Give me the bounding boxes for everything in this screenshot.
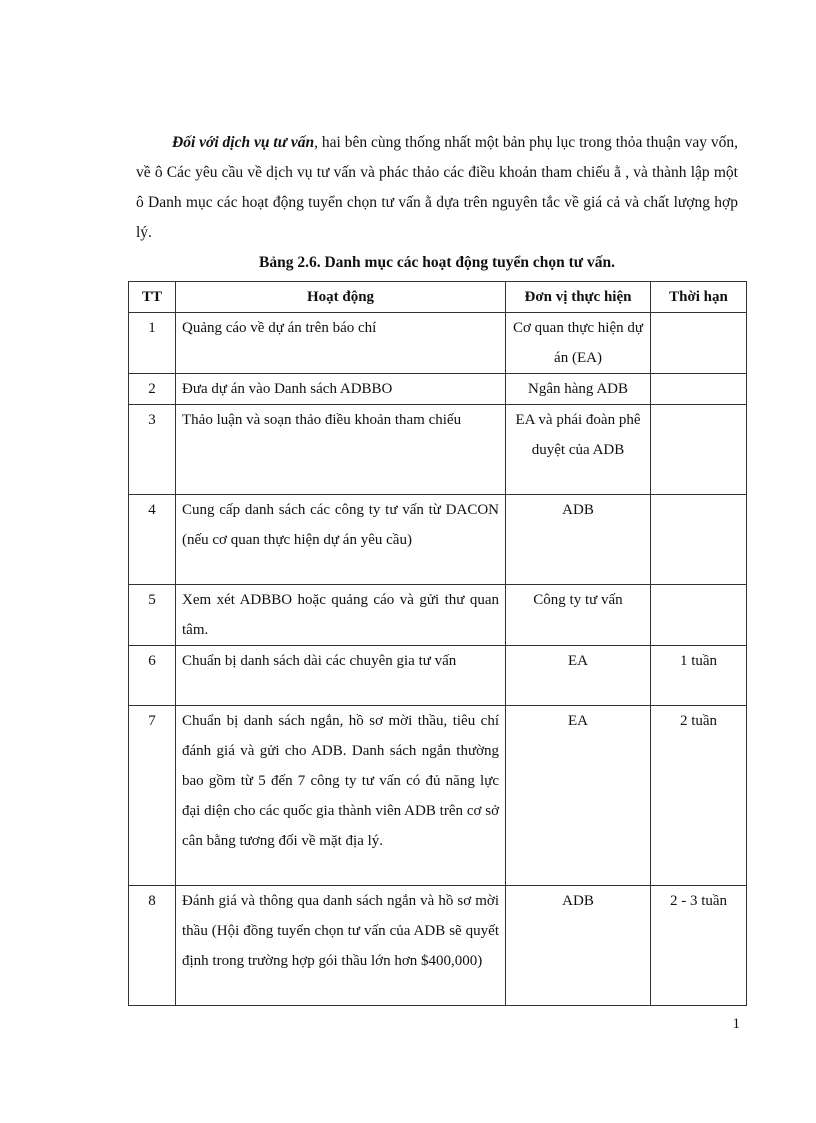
row-unit: Cơ quan thực hiện dự án (EA) xyxy=(506,313,651,374)
activities-table xyxy=(128,281,747,1006)
table-row xyxy=(129,405,747,495)
row-tt: 5 xyxy=(129,585,176,646)
table-row xyxy=(129,706,747,886)
table-header-row xyxy=(129,282,747,313)
intro-paragraph xyxy=(136,128,738,248)
table-row xyxy=(129,585,747,646)
row-activity: Cung cấp danh sách các công ty tư vấn từ DACON (nếu cơ quan thực hiện dự án yêu cầu) xyxy=(176,495,506,585)
row-time xyxy=(651,374,747,405)
row-tt: 1 xyxy=(129,313,176,374)
row-time xyxy=(651,495,747,585)
header-tt: TT xyxy=(129,282,176,313)
row-activity: Xem xét ADBBO hoặc quảng cáo và gửi thư quan tâm. xyxy=(176,585,506,646)
row-activity: Chuẩn bị danh sách ngắn, hồ sơ mời thầu, tiêu chí đánh giá và gửi cho ADB. Danh sách ngắn thường bao gồm từ 5 đến 7 công ty tư vấn có đủ năng lực đại diện cho các quốc gia thành viên ADB trên cơ sở cân bằng tương đối về mặt địa lý. xyxy=(176,706,506,886)
row-time: 2 tuần xyxy=(651,706,747,886)
row-tt: 7 xyxy=(129,706,176,886)
row-time xyxy=(651,313,747,374)
row-unit: Công ty tư vấn xyxy=(506,585,651,646)
table-body xyxy=(129,313,747,1006)
header-time: Thời hạn xyxy=(651,282,747,313)
row-time: 2 - 3 tuần xyxy=(651,886,747,1006)
row-unit: EA xyxy=(506,706,651,886)
table-row xyxy=(129,374,747,405)
row-activity: Thảo luận và soạn thảo điều khoản tham chiếu xyxy=(176,405,506,495)
row-tt: 4 xyxy=(129,495,176,585)
intro-text: , hai bên cùng thống nhất một bản phụ lục trong thỏa thuận vay vốn, về ô Các yêu cầu về dịch vụ tư vấn và phác thảo các điều khoản tham chiếu ằ , và thành lập một ô Danh mục các hoạt động tuyển chọn tư vấn ằ dựa trên nguyên tắc về giá cả và chất lượng hợp lý. xyxy=(136,134,739,241)
row-tt: 8 xyxy=(129,886,176,1006)
table-row xyxy=(129,313,747,374)
row-unit: ADB xyxy=(506,495,651,585)
row-unit: Ngân hàng ADB xyxy=(506,374,651,405)
row-activity: Quảng cáo về dự án trên báo chí xyxy=(176,313,506,374)
row-time: 1 tuần xyxy=(651,646,747,706)
row-unit: ADB xyxy=(506,886,651,1006)
row-unit: EA xyxy=(506,646,651,706)
page-number: 1 xyxy=(732,1016,740,1032)
row-tt: 6 xyxy=(129,646,176,706)
header-unit: Đơn vị thực hiện xyxy=(506,282,651,313)
row-time xyxy=(651,405,747,495)
row-activity: Đưa dự án vào Danh sách ADBBO xyxy=(176,374,506,405)
table-row xyxy=(129,886,747,1006)
table-row xyxy=(129,646,747,706)
row-unit: EA và phái đoàn phê duyệt của ADB xyxy=(506,405,651,495)
row-tt: 3 xyxy=(129,405,176,495)
table-caption: Bảng 2.6. Danh mục các hoạt động tuyển chọn tư vấn. xyxy=(259,254,615,271)
row-activity: Đánh giá và thông qua danh sách ngắn và hồ sơ mời thầu (Hội đồng tuyển chọn tư vấn của ADB sẽ quyết định trong trường hợp gói thầu lớn hơn $400,000) xyxy=(176,886,506,1006)
table-row xyxy=(129,495,747,585)
row-activity: Chuẩn bị danh sách dài các chuyên gia tư vấn xyxy=(176,646,506,706)
row-time xyxy=(651,585,747,646)
header-activity: Hoạt động xyxy=(176,282,506,313)
intro-lead: Đối với dịch vụ tư vấn xyxy=(172,134,315,151)
row-tt: 2 xyxy=(129,374,176,405)
